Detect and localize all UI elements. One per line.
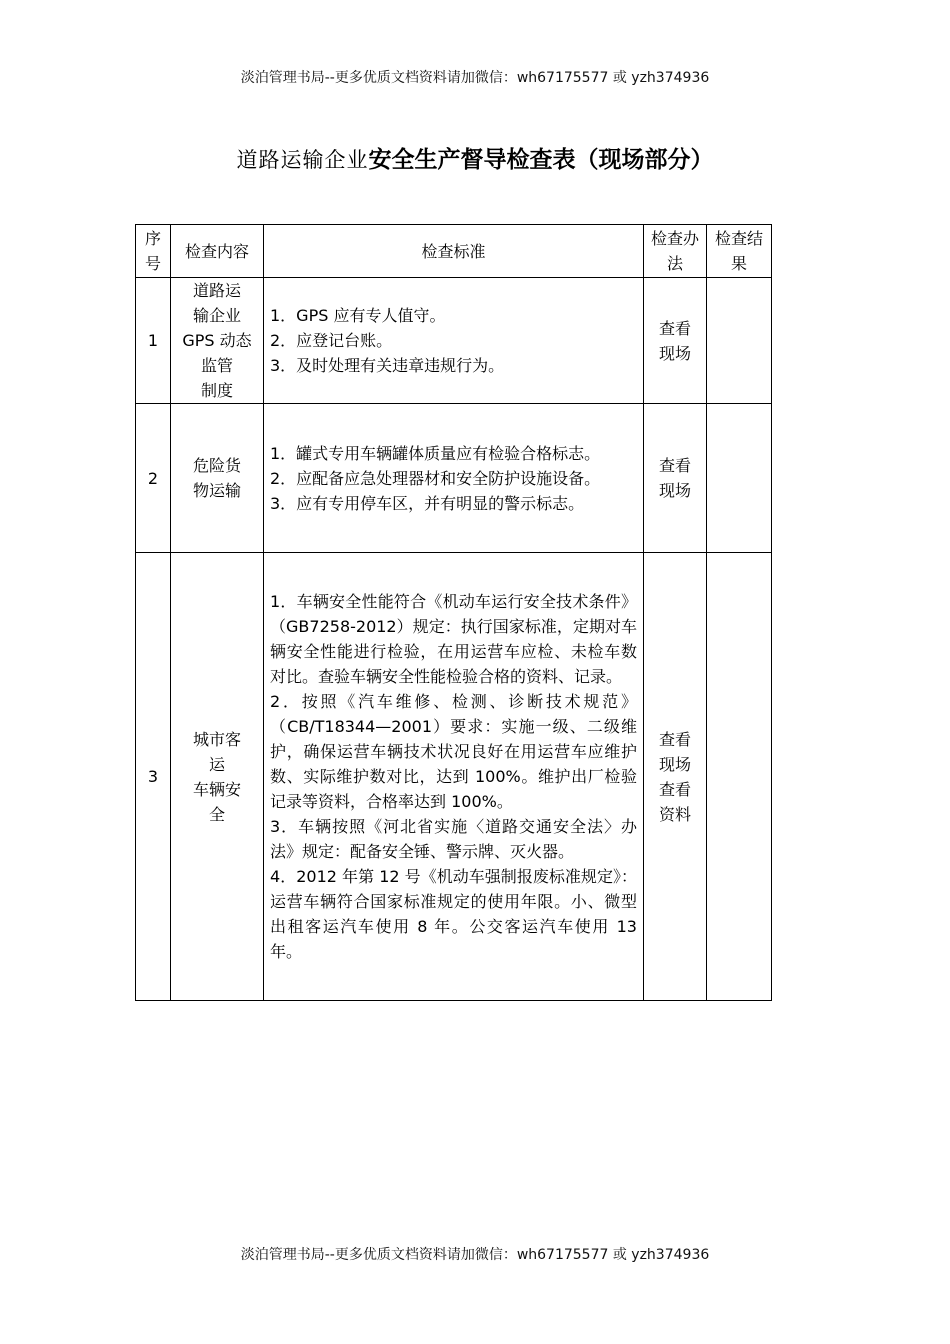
document-title [0,143,950,177]
standard-item: 4．2012 年第 12 号《机动车强制报废标准规定》：运营车辆符合国家标准规定的使用年限。小、微型出租客运汽车使用 8 年。公交客运汽车使用 13 年。 [270,867,637,961]
table-row [136,404,772,553]
row-method [644,278,707,404]
standard-item: 2．应登记台账。 [270,331,393,350]
row-content [171,278,264,404]
row-result [707,404,772,553]
content-line: 城市客 [192,729,241,749]
content-line: 运 [208,754,225,774]
page-footer: 淡泊管理书局--更多优质文档资料请加微信：wh67175577 或 yzh374936 [240,1247,710,1263]
row-method [644,404,707,553]
row-method [644,553,707,1001]
method-line: 查看 [658,779,691,799]
method-line: 查看 [658,729,691,749]
row-number: 1 [136,278,171,404]
content-line: 车辆安 [192,779,241,799]
row-content [171,553,264,1001]
standard-item: 2．应配备应急处理器材和安全防护设施设备。 [270,468,601,488]
row-standard [264,553,644,1001]
row-number: 3 [136,553,171,1001]
header-number: 序号 [136,225,171,278]
page-header: 淡泊管理书局--更多优质文档资料请加微信：wh67175577 或 yzh374936 [240,70,710,86]
standard-item: 1．GPS 应有专人值守。 [270,306,446,325]
row-standard [264,404,644,553]
row-content [171,404,264,553]
method-line: 资料 [658,804,691,824]
title-normal-part: 道路运输企业 [236,148,369,172]
header-content: 检查内容 [171,225,264,278]
header-method: 检查办法 [644,225,707,278]
row-result [707,553,772,1001]
content-line: 全 [208,804,225,824]
header-standard: 检查标准 [264,225,644,278]
standard-item: 3．车辆按照《河北省实施〈道路交通安全法〉办法》规定：配备安全锤、警示牌、灭火器。 [270,817,637,861]
method-line: 查看 [658,318,691,338]
row-number: 2 [136,404,171,553]
standard-item: 1．车辆安全性能符合《机动车运行安全技术条件》（GB7258-2012）规定：执行国家标准，定期对车辆安全性能进行检验，在用运营车应检、未检车数对比。查验车辆安全性能检验合格的资料、记录。 [270,592,637,686]
header-result: 检查结果 [707,225,772,278]
content-line: 道路运 [192,281,241,300]
content-line: 物运输 [192,481,241,500]
method-line: 现场 [658,481,691,500]
content-line: 输企业 [192,306,241,325]
standard-item: 1．罐式专用车辆罐体质量应有检验合格标志。 [270,443,601,463]
row-result [707,278,772,404]
content-line: 监管 [200,356,233,375]
content-line: 危险货 [192,456,241,475]
standard-item: 3．及时处理有关违章违规行为。 [270,356,505,375]
title-bold-part: 安全生产督导检查表（现场部分） [368,147,714,173]
table-header-row [136,225,772,278]
method-line: 现场 [658,754,691,774]
standard-item: 3．应有专用停车区，并有明显的警示标志。 [270,493,585,513]
content-line: 制度 [200,381,233,400]
standard-item: 2．按照《汽车维修、检测、诊断技术规范》（CB/T18344—2001）要求：实施一级、二级维护，确保运营车辆技术状况良好在用运营车应维护数、实际维护数对比，达到 100%。维护出厂检验记录等资料，合格率达到 100%。 [270,692,637,811]
table-row [136,553,772,1001]
method-line: 现场 [658,343,691,363]
row-standard [264,278,644,404]
method-line: 查看 [658,456,691,475]
table-row [136,278,772,404]
content-line: GPS 动态 [182,331,252,350]
inspection-table [135,224,772,1001]
